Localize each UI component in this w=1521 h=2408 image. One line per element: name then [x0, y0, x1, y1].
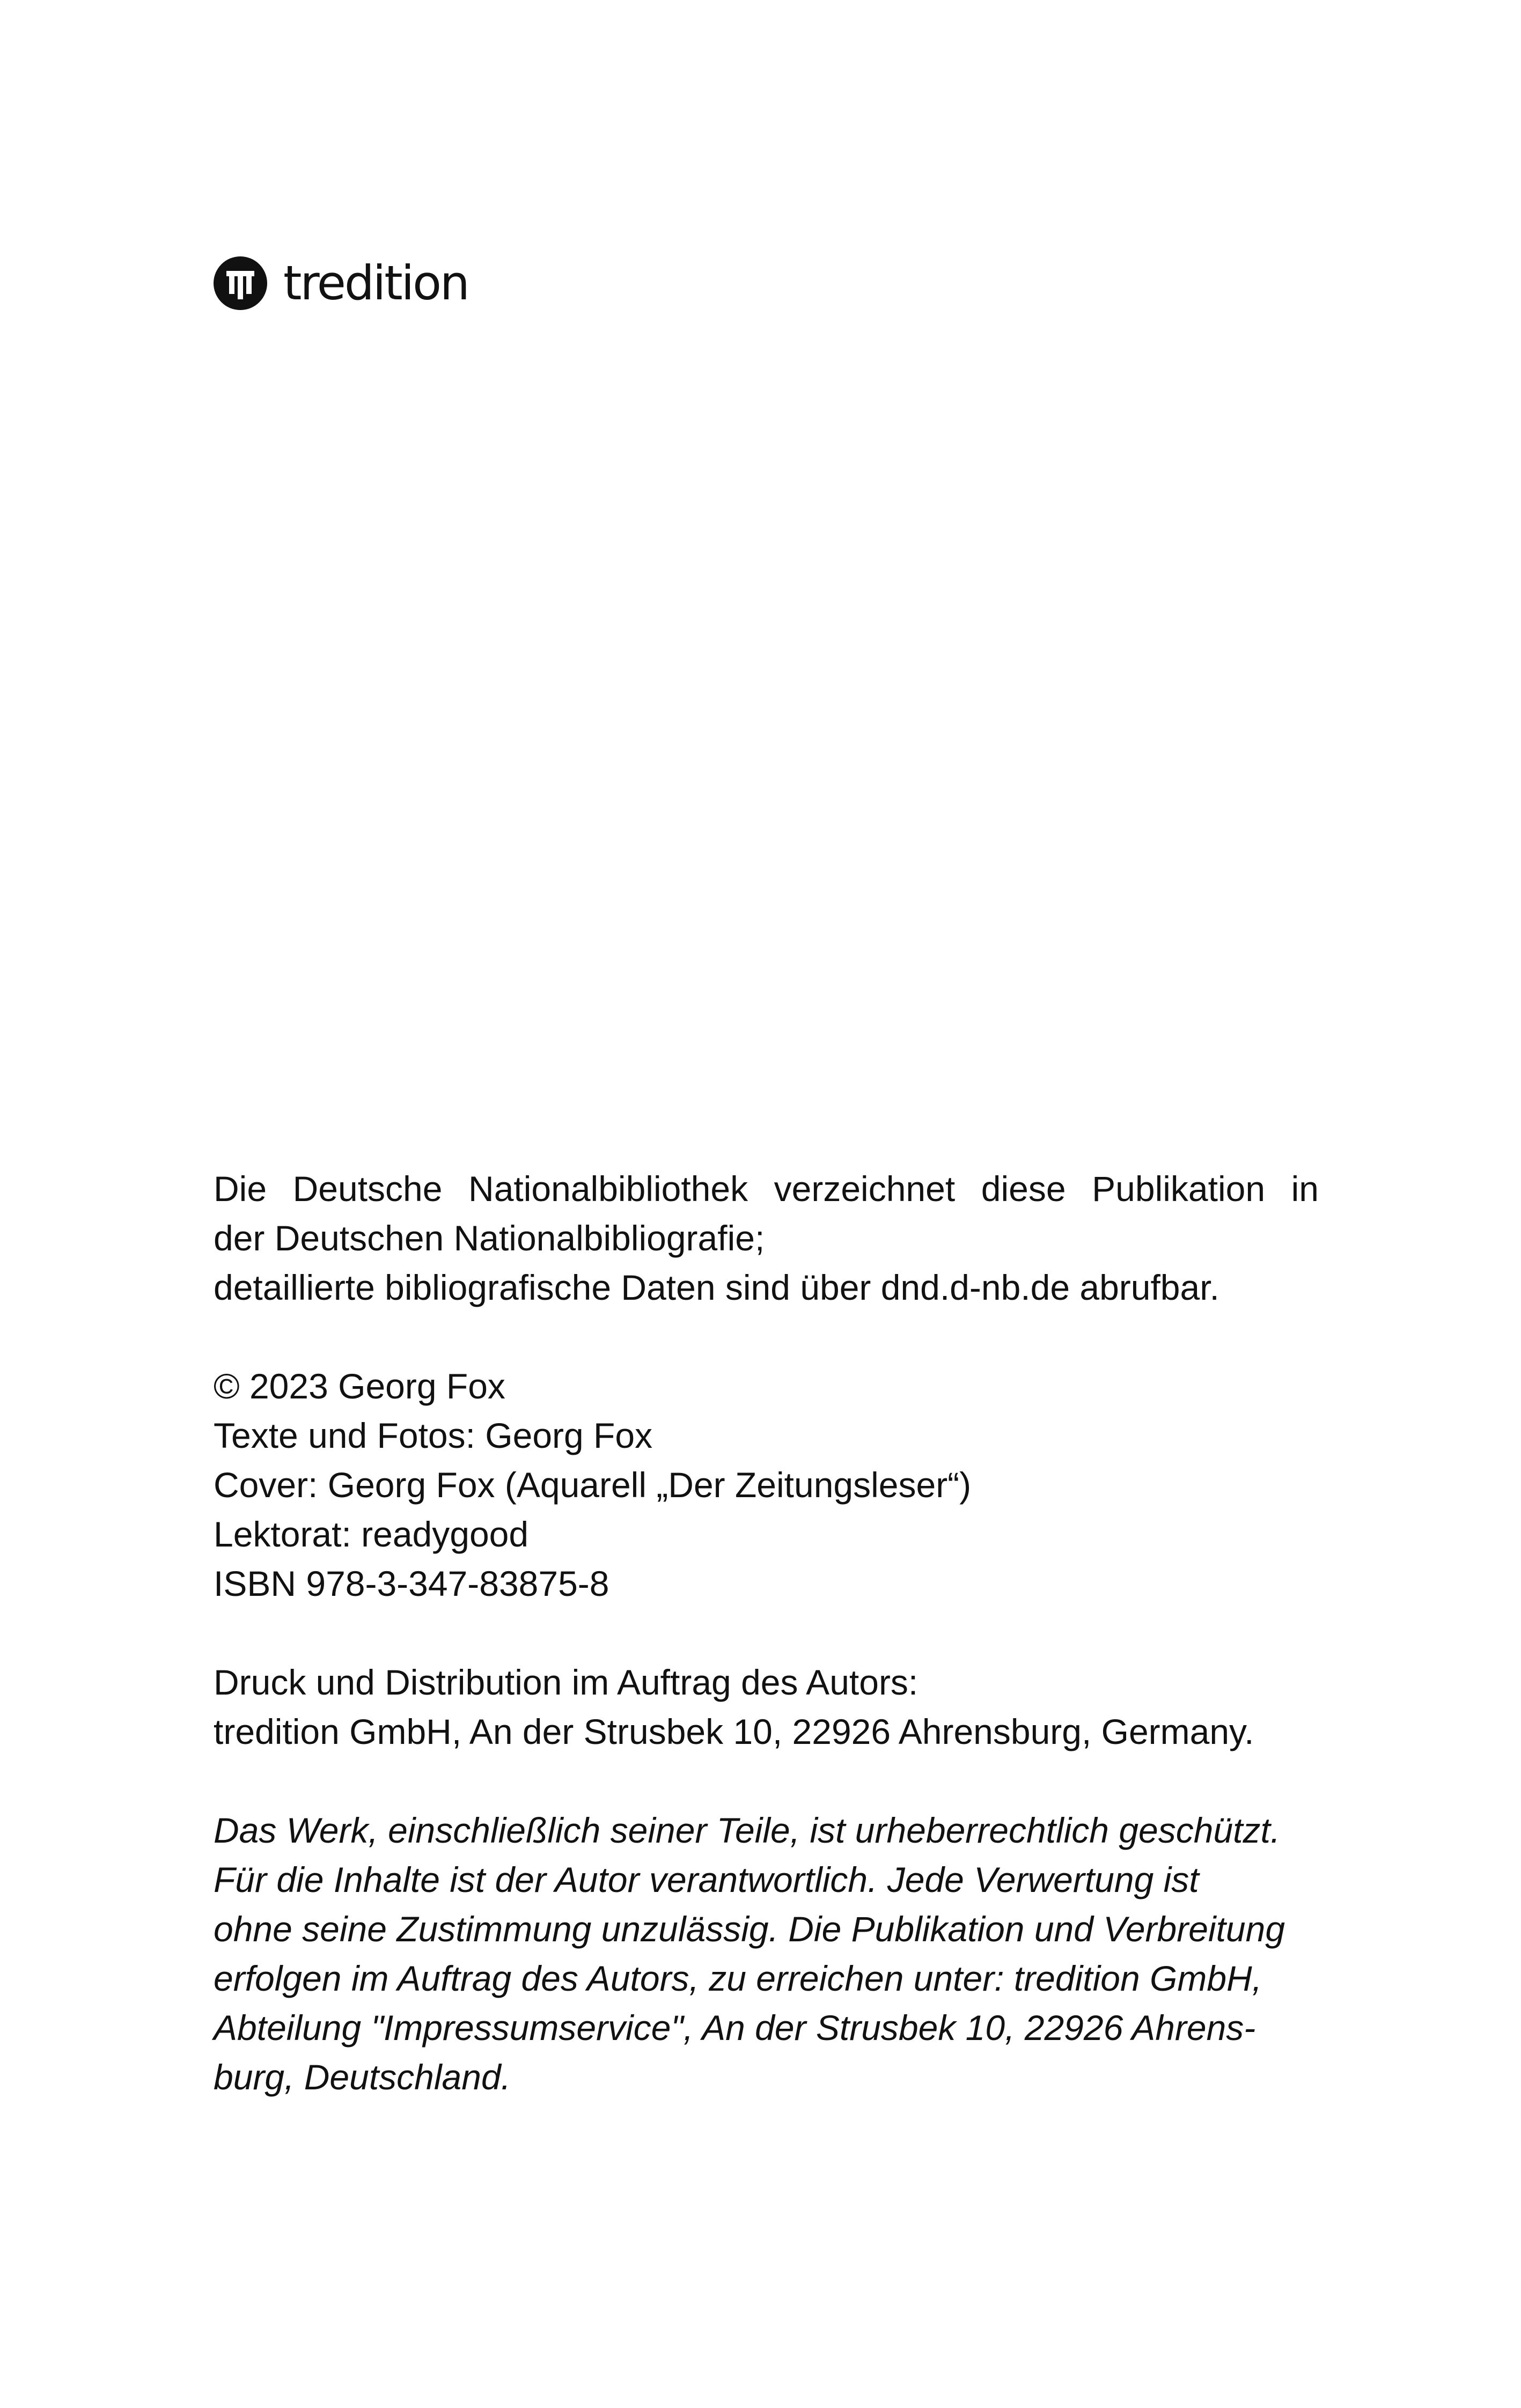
text-line: tredition GmbH, An der Strusbek 10, 22926 Ahrensburg, Germany. [214, 1712, 1254, 1751]
publisher-logo [214, 256, 468, 310]
publisher-name: tredition [283, 255, 468, 311]
text-line: burg, Deutschland. [214, 2057, 511, 2097]
text-line: ohne seine Zustimmung unzulässig. Die Publikation und Verbreitung [214, 1909, 1285, 1949]
text-line: detaillierte bibliografische Daten sind über dnd.d-nb.de abrufbar. [214, 1268, 1219, 1307]
text-line: Lektorat: readygood [214, 1514, 529, 1554]
legal-notice [214, 1806, 1319, 2102]
text-line: Abteilung "Impressumservice", An der Strusbek 10, 22926 Ahrens- [214, 2008, 1256, 2048]
imprint-block [214, 1164, 1319, 2151]
copyright-line: © 2023 Georg Fox [214, 1366, 505, 1406]
credits [214, 1361, 1319, 1608]
text-line: erfolgen im Auftrag des Autors, zu erreichen unter: tredition GmbH, [214, 1958, 1262, 1998]
bibliographic-notice [214, 1164, 1319, 1312]
text-line: Die Deutsche Nationalbibliothek verzeichnet diese Publikation in [214, 1169, 1319, 1209]
tredition-logo-icon [214, 256, 267, 310]
text-line: Für die Inhalte ist der Autor verantwortlich. Jede Verwertung ist [214, 1860, 1199, 1899]
text-line: Das Werk, einschließlich seiner Teile, ist urheberrechtlich geschützt. [214, 1810, 1281, 1850]
text-line: der Deutschen Nationalbibliografie; [214, 1218, 765, 1258]
text-line: Texte und Fotos: Georg Fox [214, 1416, 653, 1455]
distribution-notice [214, 1658, 1319, 1756]
text-line: Druck und Distribution im Auftrag des Autors: [214, 1662, 919, 1702]
text-line: Cover: Georg Fox (Aquarell „Der Zeitungsleser“) [214, 1465, 972, 1505]
isbn-line: ISBN 978-3-347-83875-8 [214, 1564, 609, 1603]
